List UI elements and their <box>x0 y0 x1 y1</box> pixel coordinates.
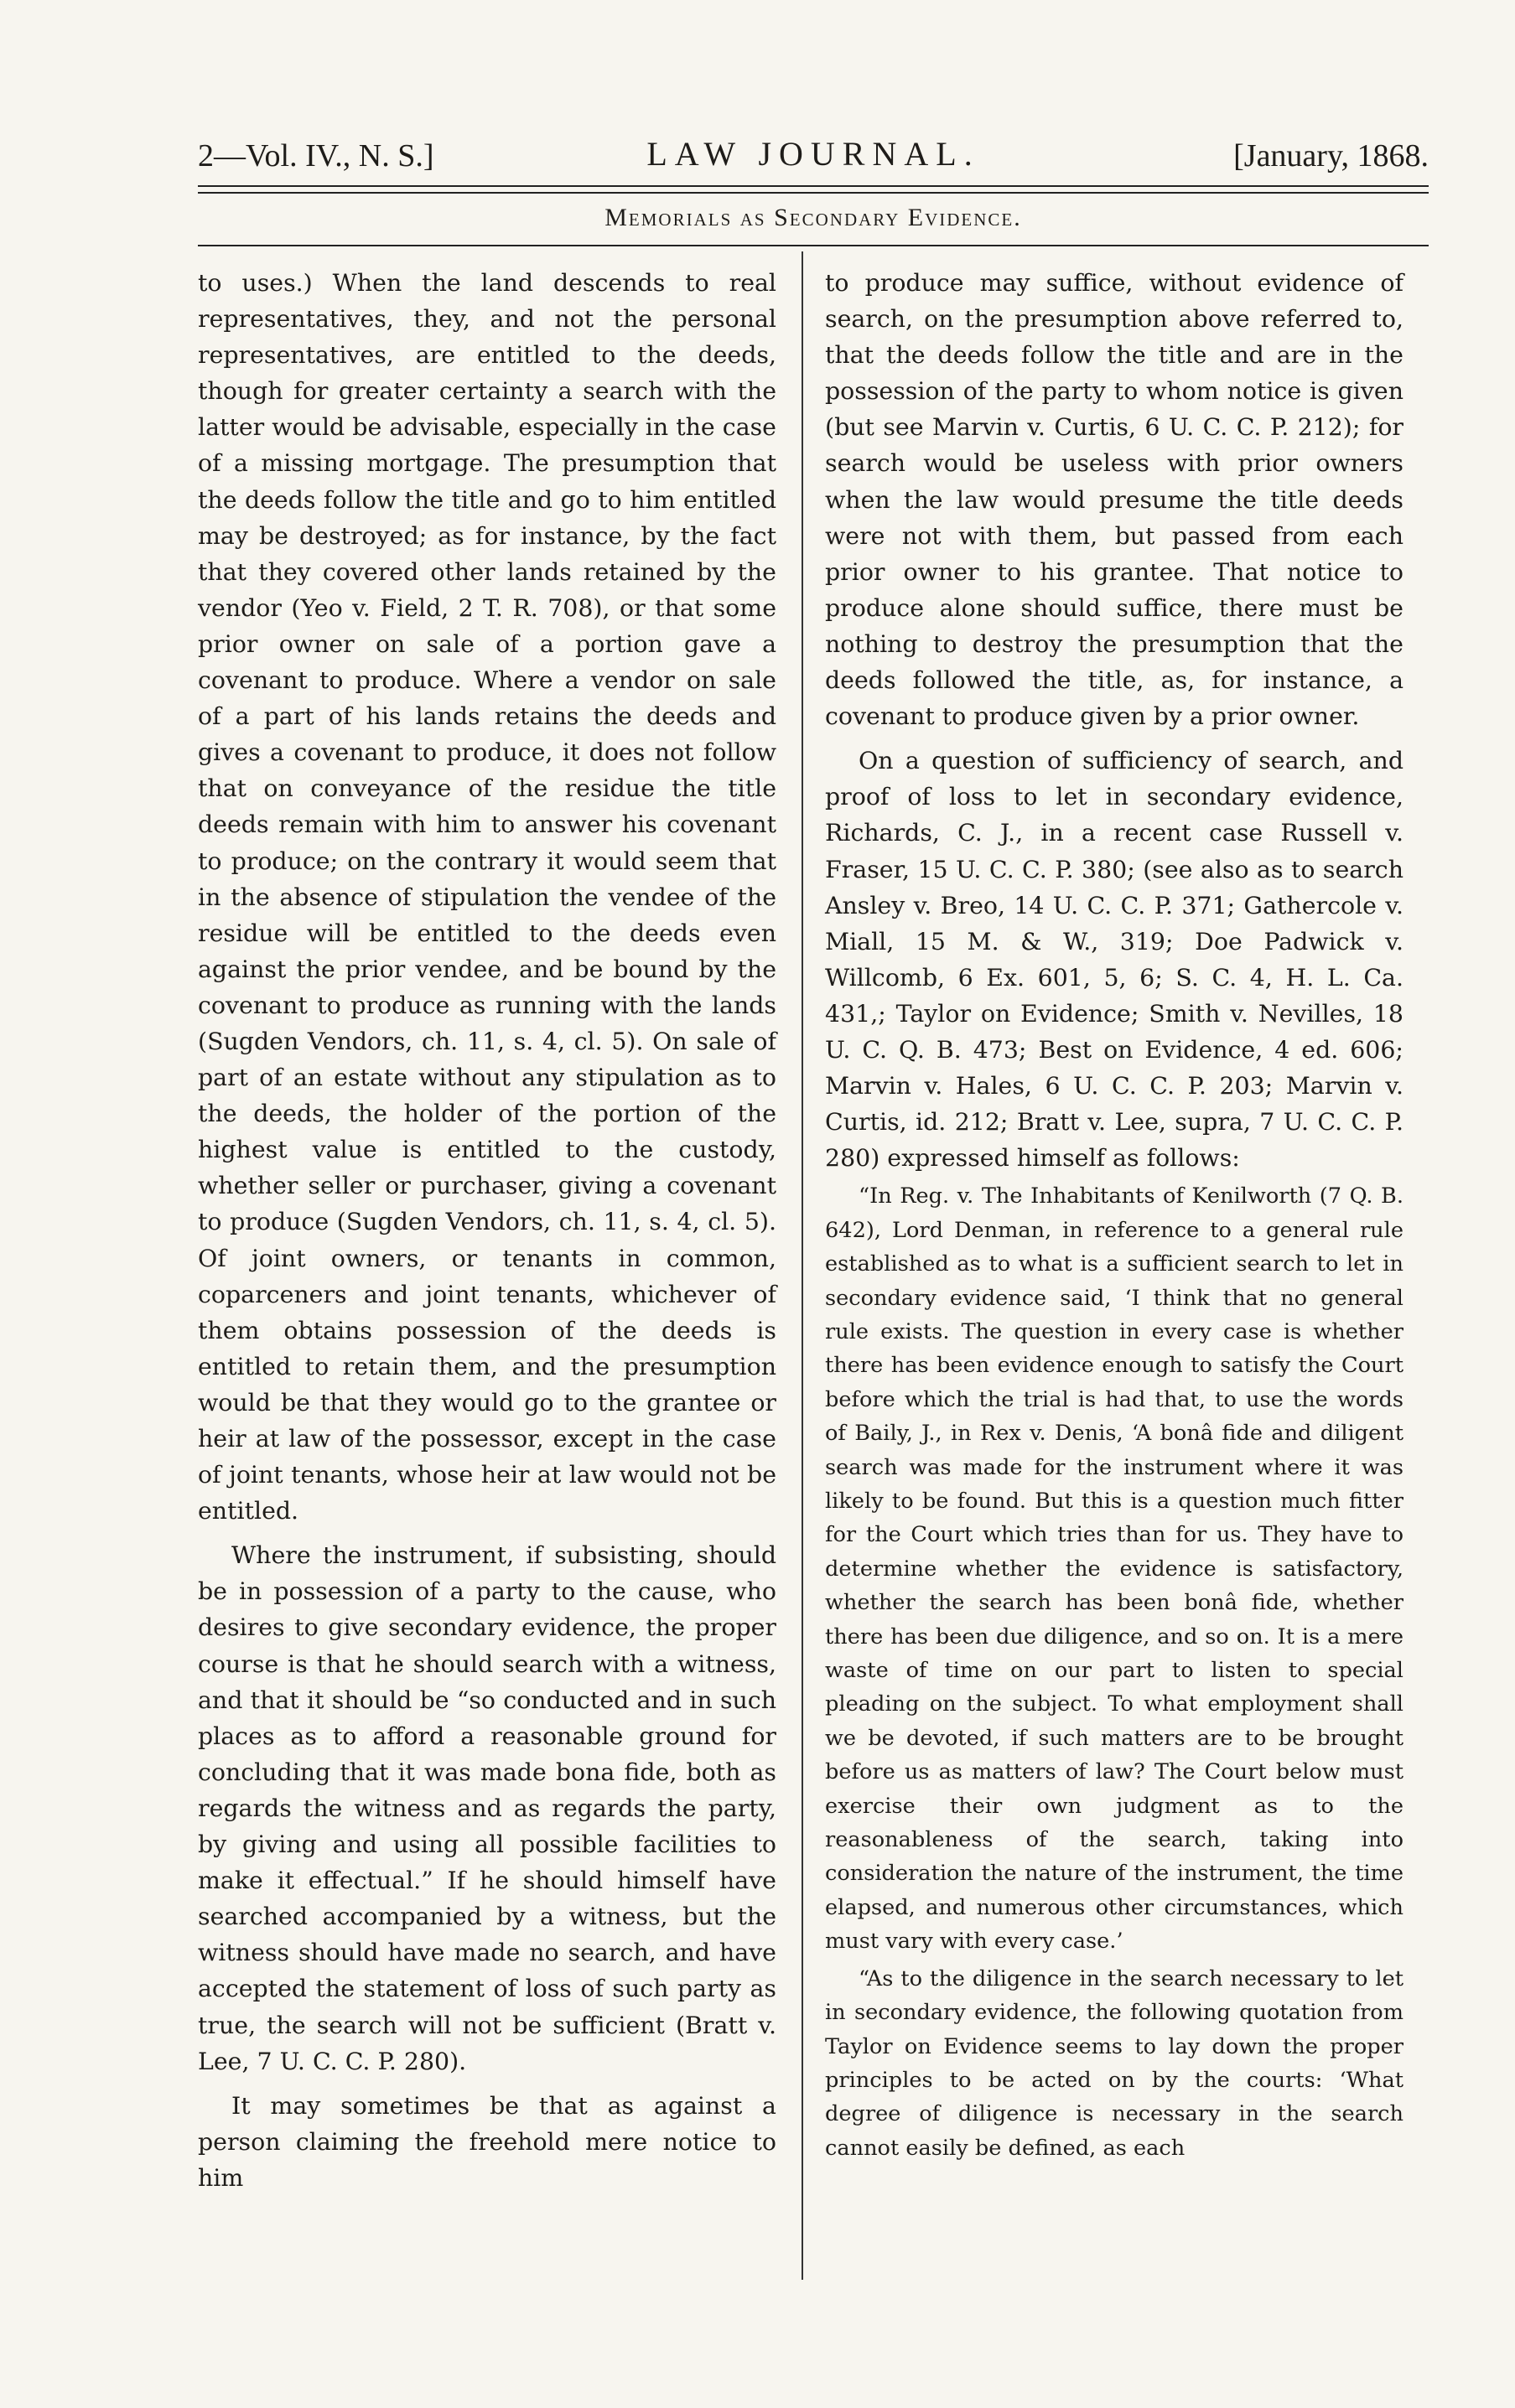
journal-title: LAW JOURNAL. <box>646 135 980 173</box>
running-header <box>198 126 1429 176</box>
quoted-paragraph: “As to the diligence in the search necessary to let in secondary evidence, the following quotation from Taylor on Evidence seems to lay down the proper principles to be acted on by the courts: ‘What degree of diligence is necessary in the search cannot easily be defined, as each <box>825 1965 1403 2161</box>
quoted-paragraph: “In Reg. v. The Inhabitants of Kenilworth (7 Q. B. 642), Lord Denman, in reference to a general rule established as to what is a sufficient search to let in secondary evidence said, ‘I think that no general rule exists. The question in every case is whether there has been evidence enough to satisfy the Court before which the trial is had that, to use the words of Baily, J., in Rex v. Denis, ‘A bonâ fide and diligent search was made for the instrument where it was likely to be found. But this is a question much fitter for the Court which tries than for us. They have to determine whether the evidence is satisfactory, whether the search has been bonâ fide, whether there has been due diligence, and so on. It is a mere waste of time on our part to listen to special pleading on the subject. To what employment shall we be devoted, if such matters are to be brought before us as matters of law? The Court below must exercise their own judgment as to the reasonableness of the search, taking into consideration the nature of the instrument, the time elapsed, and numerous other circumstances, which must vary with every case.’ <box>825 1183 1403 1955</box>
paragraph: to produce may suffice, without evidence of search, on the presumption above referred to, that the deeds follow the title and are in the possession of the party to whom notice is given (but see Marvin v. Curtis, 6 U. C. C. P. 212); for search would be useless with prior owners when the law would presume the title deeds were not with them, but passed from each prior owner to his grantee. That notice to produce alone should suffice, there must be nothing to destroy the presumption that the deeds followed the title, as, for instance, a covenant to produce given by a prior owner. <box>825 269 1403 731</box>
title-rule <box>198 245 1429 246</box>
issue-date: [January, 1868. <box>1233 138 1429 173</box>
article-title: Memorials as Secondary Evidence. <box>604 204 1022 231</box>
volume-label: 2—Vol. IV., N. S.] <box>198 138 434 173</box>
paragraph: to uses.) When the land descends to real representatives, they, and not the personal representatives, are entitled to the deeds, though for greater certainty a search with the latter would be advisable, especially in the case of a missing mortgage. The presumption that the deeds follow the title and go to him entitled may be destroyed; as for instance, by the fact that they covered other lands retained by the vendor (Yeo v. Field, 2 T. R. 708), or that some prior owner on sale of a portion gave a covenant to produce. Where a vendor on sale of a part of his lands retains the deeds and gives a covenant to produce, it does not follow that on conveyance of the residue the title deeds remain with him to answer his covenant to produce; on the contrary it would seem that in the absence of stipulation the vendee of the residue will be entitled to the deeds even against the prior vendee, and be bound by the covenant to produce as running with the lands (Sugden Vendors, ch. 11, s. 4, cl. 5). On sale of part of an estate without any stipulation as to the deeds, the holder of the portion of the highest value is entitled to the custody, whether seller or purchaser, giving a covenant to produce (Sugden Vendors, ch. 11, s. 4, cl. 5). Of joint owners, or tenants in common, coparceners and joint tenants, whichever of them obtains possession of the deeds is entitled to retain them, and the presumption would be that they would go to the grantee or heir at law of the possessor, except in the case of joint tenants, whose heir at law would not be entitled. <box>198 269 776 1525</box>
header-double-rule <box>198 185 1429 194</box>
paragraph: It may sometimes be that as against a person claiming the freehold mere notice to him <box>198 2091 776 2192</box>
paragraph: On a question of sufficiency of search, and proof of loss to let in secondary evidence, Richards, C. J., in a recent case Russell v. Fraser, 15 U. C. C. P. 380; (see also as to search Ansley v. Breo, 14 U. C. C. P. 371; Gathercole v. Miall, 15 M. & W., 319; Doe Padwick v. Willcomb, 6 Ex. 601, 5, 6; S. C. 4, H. L. Ca. 431,; Taylor on Evidence; Smith v. Nevilles, 18 U. C. Q. B. 473; Best on Evidence, 4 ed. 606; Marvin v. Hales, 6 U. C. C. P. 203; Marvin v. Curtis, id. 212; Bratt v. Lee, supra, 7 U. C. C. P. 280) expressed himself as follows: <box>825 747 1403 1173</box>
left-column <box>198 265 776 2196</box>
right-column <box>825 265 1403 2165</box>
paragraph: Where the instrument, if subsisting, should be in possession of a party to the cause, who desires to give secondary evidence, the proper course is that he should search with a witness, and that it should be “so conducted and in such places as to afford a reasonable ground for concluding that it was made bona fide, both as regards the witness and as regards the party, by giving and using all possible facilities to make it effectual.” If he should himself have searched accompanied by a witness, but the witness should have made no search, and have accepted the statement of loss of such party as true, the search will not be sufficient (Bratt v. Lee, 7 U. C. C. P. 280). <box>198 1541 776 2075</box>
column-divider <box>802 251 803 2280</box>
